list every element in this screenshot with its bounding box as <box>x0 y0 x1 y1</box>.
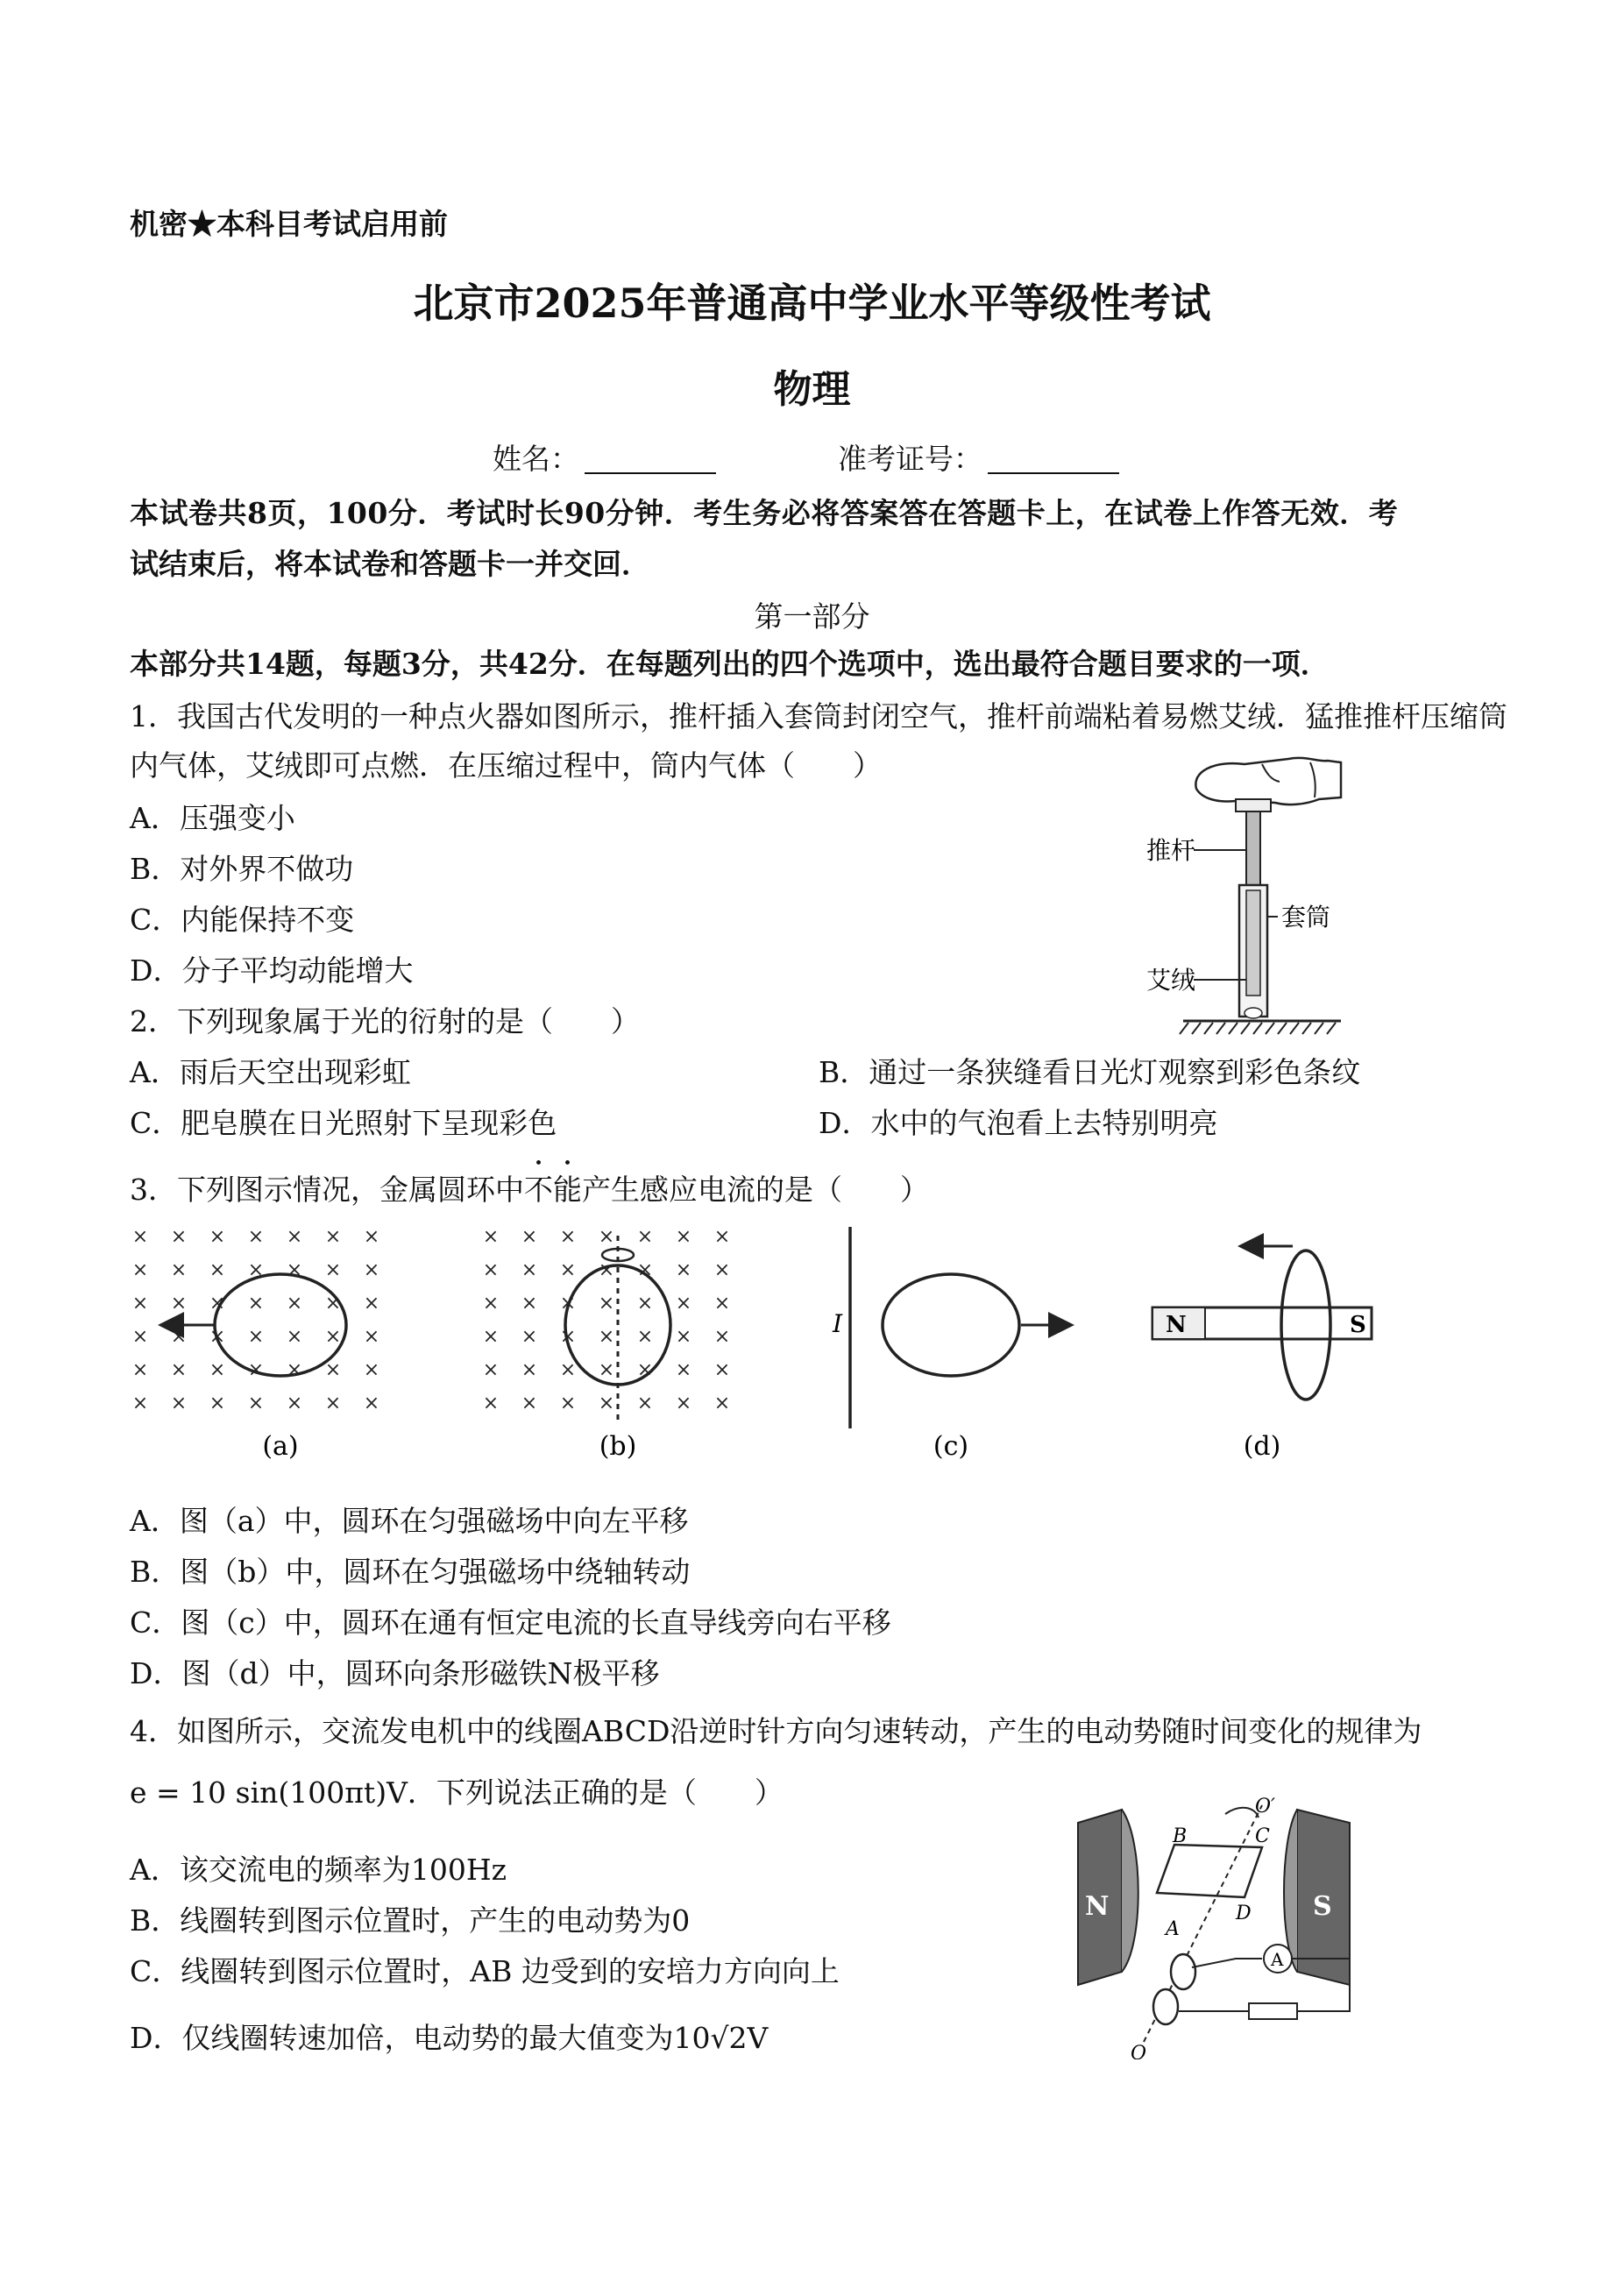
q3-stem-emphasis: 不能 <box>524 1173 582 1207</box>
q1-fire-piston-figure <box>1131 736 1358 1052</box>
field-cross-mark: × <box>286 1259 303 1281</box>
subject-title: 物理 <box>773 367 851 412</box>
field-cross-mark: × <box>131 1226 149 1248</box>
q3-fig-c-ring <box>883 1274 1019 1376</box>
field-cross-mark: × <box>482 1293 500 1315</box>
name-field[interactable] <box>493 442 716 477</box>
field-cross-mark: × <box>559 1226 577 1248</box>
field-cross-mark: × <box>247 1259 265 1281</box>
q3-fig-d-label: (d) <box>1243 1431 1281 1462</box>
field-cross-mark: × <box>363 1326 380 1348</box>
field-cross-mark: × <box>324 1259 342 1281</box>
q3-fig-d-north: N <box>1166 1312 1187 1338</box>
field-cross-mark: × <box>675 1359 692 1381</box>
field-cross-mark: × <box>559 1326 577 1348</box>
q3-fig-d-south: S <box>1350 1312 1366 1338</box>
field-cross-mark: × <box>598 1326 615 1348</box>
field-cross-mark: × <box>247 1326 265 1348</box>
field-cross-mark: × <box>636 1326 654 1348</box>
q2-option-c: C．肥皂膜在日光照射下呈现彩色 <box>130 1106 557 1140</box>
field-cross-mark: × <box>209 1359 226 1381</box>
q4-option-b: B．线圈转到图示位置时，产生的电动势为0 <box>130 1903 691 1938</box>
field-cross-mark: × <box>598 1259 615 1281</box>
field-cross-mark: × <box>363 1259 380 1281</box>
q3-fig-a-ring <box>215 1274 346 1376</box>
field-cross-mark: × <box>713 1326 731 1348</box>
field-cross-mark: × <box>713 1226 731 1248</box>
field-cross-mark: × <box>636 1226 654 1248</box>
field-cross-mark: × <box>482 1326 500 1348</box>
svg-text:B: B <box>1173 1825 1188 1847</box>
field-cross-mark: × <box>675 1293 692 1315</box>
field-cross-mark: × <box>636 1392 654 1414</box>
field-cross-mark: × <box>286 1392 303 1414</box>
svg-text:C: C <box>1255 1825 1270 1847</box>
q3-fig-b-field <box>483 1226 730 1414</box>
q1-option-b: B．对外界不做功 <box>130 852 354 886</box>
id-field[interactable] <box>838 442 1119 477</box>
field-cross-mark: × <box>170 1359 188 1381</box>
field-cross-mark: × <box>209 1293 226 1315</box>
field-cross-mark: × <box>286 1359 303 1381</box>
field-cross-mark: × <box>209 1259 226 1281</box>
q3-fig-b-label: (b) <box>599 1431 637 1462</box>
field-cross-mark: × <box>324 1392 342 1414</box>
field-cross-mark: × <box>363 1359 380 1381</box>
q1-label-sleeve: 套筒 <box>1281 903 1331 932</box>
q2-stem: 2．下列现象属于光的衍射的是（ ） <box>130 1004 640 1038</box>
q4-stem-line-2: e = 10 sin(100πt)V．下列说法正确的是（ ） <box>130 1775 784 1810</box>
field-cross-mark: × <box>713 1359 731 1381</box>
field-cross-mark: × <box>324 1359 342 1381</box>
field-cross-mark: × <box>170 1293 188 1315</box>
id-label: 准考证号： <box>838 442 982 476</box>
exam-title: 北京市2025年普通高中学业水平等级性考试 <box>413 280 1211 327</box>
field-cross-mark: × <box>286 1293 303 1315</box>
field-cross-mark: × <box>559 1259 577 1281</box>
field-cross-mark: × <box>636 1259 654 1281</box>
field-cross-mark: × <box>636 1359 654 1381</box>
field-cross-mark: × <box>324 1326 342 1348</box>
q3-stem <box>130 1155 929 1208</box>
field-cross-mark: × <box>598 1359 615 1381</box>
field-cross-mark: × <box>247 1392 265 1414</box>
instructions-line-2: 试结束后，将本试卷和答题卡一并交回． <box>130 547 650 581</box>
q1-label-push-rod: 推杆 <box>1146 836 1196 865</box>
q3-option-c: C．图（c）中，圆环在通有恒定电流的长直导线旁向右平移 <box>130 1605 891 1640</box>
svg-text:D: D <box>1236 1903 1252 1924</box>
q4-fig-south: S <box>1313 1891 1332 1922</box>
field-cross-mark: × <box>713 1259 731 1281</box>
field-cross-mark: × <box>209 1326 226 1348</box>
q2-option-b: B．通过一条狭缝看日光灯观察到彩色条纹 <box>819 1055 1361 1089</box>
field-cross-mark: × <box>170 1392 188 1414</box>
field-cross-mark: × <box>598 1392 615 1414</box>
field-cross-mark: × <box>559 1359 577 1381</box>
field-cross-mark: × <box>675 1226 692 1248</box>
field-cross-mark: × <box>675 1259 692 1281</box>
q4-generator-figure <box>1060 1788 1376 2059</box>
field-cross-mark: × <box>170 1326 188 1348</box>
field-cross-mark: × <box>482 1226 500 1248</box>
field-cross-mark: × <box>636 1293 654 1315</box>
field-cross-mark: × <box>598 1226 615 1248</box>
q1-label-moxa: 艾绒 <box>1146 966 1196 995</box>
field-cross-mark: × <box>675 1392 692 1414</box>
svg-text:A: A <box>1271 1949 1284 1970</box>
field-cross-mark: × <box>247 1359 265 1381</box>
part-intro: 本部分共14题，每题3分，共42分．在每题列出的四个选项中，选出最符合题目要求的一项． <box>130 647 1330 681</box>
q4-fig-coil <box>1157 1845 1262 1897</box>
q4-fig-resistor <box>1249 2003 1297 2019</box>
field-cross-mark: × <box>363 1226 380 1248</box>
field-cross-mark: × <box>598 1293 615 1315</box>
field-cross-mark: × <box>286 1326 303 1348</box>
q1-stem-line-1: 1．我国古代发明的一种点火器如图所示，推杆插入套筒封闭空气，推杆前端粘着易燃艾绒．猛推推杆压缩筒 <box>130 699 1507 733</box>
field-cross-mark: × <box>482 1359 500 1381</box>
q3-figures <box>131 1209 1376 1481</box>
field-cross-mark: × <box>209 1226 226 1248</box>
part-title: 第一部分 <box>754 599 870 634</box>
q2-option-a: A．雨后天空出现彩虹 <box>130 1055 411 1089</box>
field-cross-mark: × <box>286 1226 303 1248</box>
q3-option-b: B．图（b）中，圆环在匀强磁场中绕轴转动 <box>130 1555 691 1589</box>
field-cross-mark: × <box>170 1259 188 1281</box>
field-cross-mark: × <box>247 1226 265 1248</box>
svg-text:O′: O′ <box>1255 1796 1276 1818</box>
field-cross-mark: × <box>363 1293 380 1315</box>
q4-option-a: A．该交流电的频率为100Hz <box>130 1853 507 1887</box>
q2-option-d: D．水中的气泡看上去特别明亮 <box>819 1106 1218 1140</box>
field-cross-mark: × <box>713 1392 731 1414</box>
q1-option-c: C．内能保持不变 <box>130 903 355 937</box>
q4-stem-line-1: 4．如图所示，交流发电机中的线圈ABCD沿逆时针方向匀速转动，产生的电动势随时间变化的规律为 <box>130 1714 1422 1748</box>
field-cross-mark: × <box>131 1359 149 1381</box>
field-cross-mark: × <box>559 1293 577 1315</box>
q3-fig-c-current-label: I <box>833 1309 843 1338</box>
svg-text:O: O <box>1131 2043 1147 2059</box>
field-cross-mark: × <box>713 1293 731 1315</box>
field-cross-mark: × <box>521 1226 538 1248</box>
field-cross-mark: × <box>131 1293 149 1315</box>
name-blank[interactable] <box>585 472 716 474</box>
field-cross-mark: × <box>247 1293 265 1315</box>
field-cross-mark: × <box>559 1392 577 1414</box>
q1-option-d: D．分子平均动能增大 <box>130 953 414 988</box>
q4-option-d: D．仅线圈转速加倍，电动势的最大值变为10√2V <box>130 2021 769 2055</box>
svg-text:A: A <box>1166 1918 1180 1940</box>
field-cross-mark: × <box>521 1293 538 1315</box>
q3-stem-pre: 3．下列图示情况，金属圆环中 <box>130 1173 524 1207</box>
field-cross-mark: × <box>675 1326 692 1348</box>
field-cross-mark: × <box>170 1226 188 1248</box>
q1-stem-line-2: 内气体，艾绒即可点燃．在压缩过程中，筒内气体（ ） <box>130 748 882 783</box>
field-cross-mark: × <box>482 1392 500 1414</box>
field-cross-mark: × <box>131 1326 149 1348</box>
q3-fig-a-label: (a) <box>262 1431 299 1462</box>
field-cross-mark: × <box>521 1259 538 1281</box>
field-cross-mark: × <box>482 1259 500 1281</box>
q3-fig-a-field <box>132 1226 379 1414</box>
field-cross-mark: × <box>131 1392 149 1414</box>
field-cross-mark: × <box>324 1226 342 1248</box>
field-cross-mark: × <box>521 1359 538 1381</box>
q3-stem-post: 产生感应电流的是（ ） <box>582 1173 929 1207</box>
q3-fig-c-label: (c) <box>933 1431 969 1462</box>
field-cross-mark: × <box>363 1392 380 1414</box>
field-cross-mark: × <box>521 1326 538 1348</box>
name-label: 姓名： <box>493 442 579 476</box>
q1-option-a: A．压强变小 <box>130 801 295 835</box>
field-cross-mark: × <box>209 1392 226 1414</box>
field-cross-mark: × <box>131 1259 149 1281</box>
q4-fig-north: N <box>1085 1891 1110 1922</box>
q3-option-d: D．图（d）中，圆环向条形磁铁N极平移 <box>130 1656 660 1690</box>
field-cross-mark: × <box>324 1293 342 1315</box>
q4-option-c: C．线圈转到图示位置时，AB 边受到的安培力方向向上 <box>130 1954 840 1988</box>
id-blank[interactable] <box>988 472 1119 474</box>
instructions-line-1: 本试卷共8页，100分．考试时长90分钟．考生务必将答案答在答题卡上，在试卷上作答无效．考 <box>130 496 1399 530</box>
q3-option-a: A．图（a）中，圆环在匀强磁场中向左平移 <box>130 1504 689 1538</box>
field-cross-mark: × <box>521 1392 538 1414</box>
confidential-mark: 机密★本科目考试启用前 <box>130 207 448 241</box>
